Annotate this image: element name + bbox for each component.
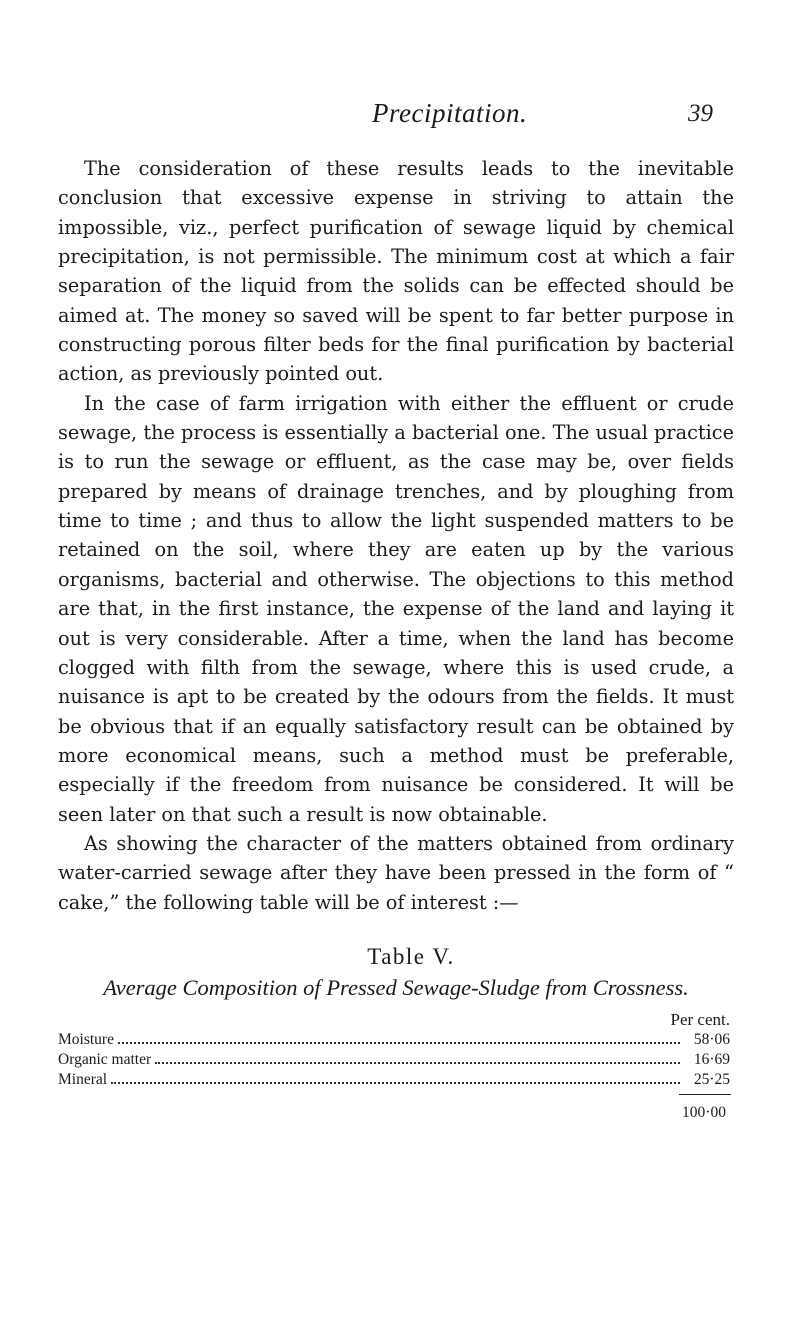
running-title: Precipitation. — [372, 98, 528, 128]
dot-leader — [111, 1082, 680, 1084]
dot-leader — [155, 1062, 680, 1064]
row-value: 25·25 — [693, 1071, 730, 1088]
paragraph: As showing the character of the matters obtained from ordinary water-carried sewage after they have been pressed in the form of “ cake,” the following table will be of interest :— — [58, 831, 734, 914]
paragraph: The consideration of these results leads to the inevitable conclusion that excessive expense in striving to attain the impossible, viz., perfect purification of sewage liquid by chemical precipitation, is not permissible. The minimum cost at which a fair separation of the liquid from the solids can be effected should be aimed at. The money so saved will be spent to far better purpose in constructing porous filter beds for the final purification by bacterial action, as previously pointed out. — [58, 157, 734, 386]
dot-leader — [118, 1042, 680, 1044]
table-row — [58, 1050, 734, 1070]
table-caption: Average Composition of Pressed Sewage-Sludge from Crossness. — [103, 975, 689, 1000]
body-text — [58, 154, 734, 917]
table-row — [58, 1030, 734, 1050]
row-label: Mineral — [58, 1071, 108, 1088]
table-heading: Table V. — [367, 944, 455, 969]
table-row — [58, 1070, 734, 1090]
row-value: 58·06 — [693, 1031, 730, 1048]
page-number: 39 — [688, 100, 713, 127]
table-total: 100·00 — [682, 1104, 726, 1121]
row-label: Organic matter — [58, 1051, 152, 1068]
running-head — [0, 98, 800, 138]
row-label: Moisture — [58, 1031, 114, 1048]
total-rule — [679, 1094, 731, 1095]
paragraph: In the case of farm irrigation with either the effluent or crude sewage, the process is essentially a bacterial one. The usual practice is to run the sewage or effluent, as the case may be, over fields prepared by means of drainage trenches, and by ploughing from time to time ; and thus to allow the light suspended matters to be retained on the soil, where they are eaten up by the various organisms, bacterial and otherwise. The objections to this method are that, in the first instance, the expense of the land and laying it out is very considerable. After a time, when the land has become clogged with filth from the sewage, where this is used crude, a nuisance is apt to be created by the odours from the fields. It must be obvious that if an equally satisfactory result can be obtained by more economical means, such a method must be preferable, especially if the freedom from nuisance be considered. It will be seen later on that such a result is now obtainable. — [58, 391, 734, 826]
table-unit-label: Per cent. — [670, 1010, 730, 1029]
row-value: 16·69 — [693, 1051, 730, 1068]
composition-table — [58, 942, 734, 1129]
